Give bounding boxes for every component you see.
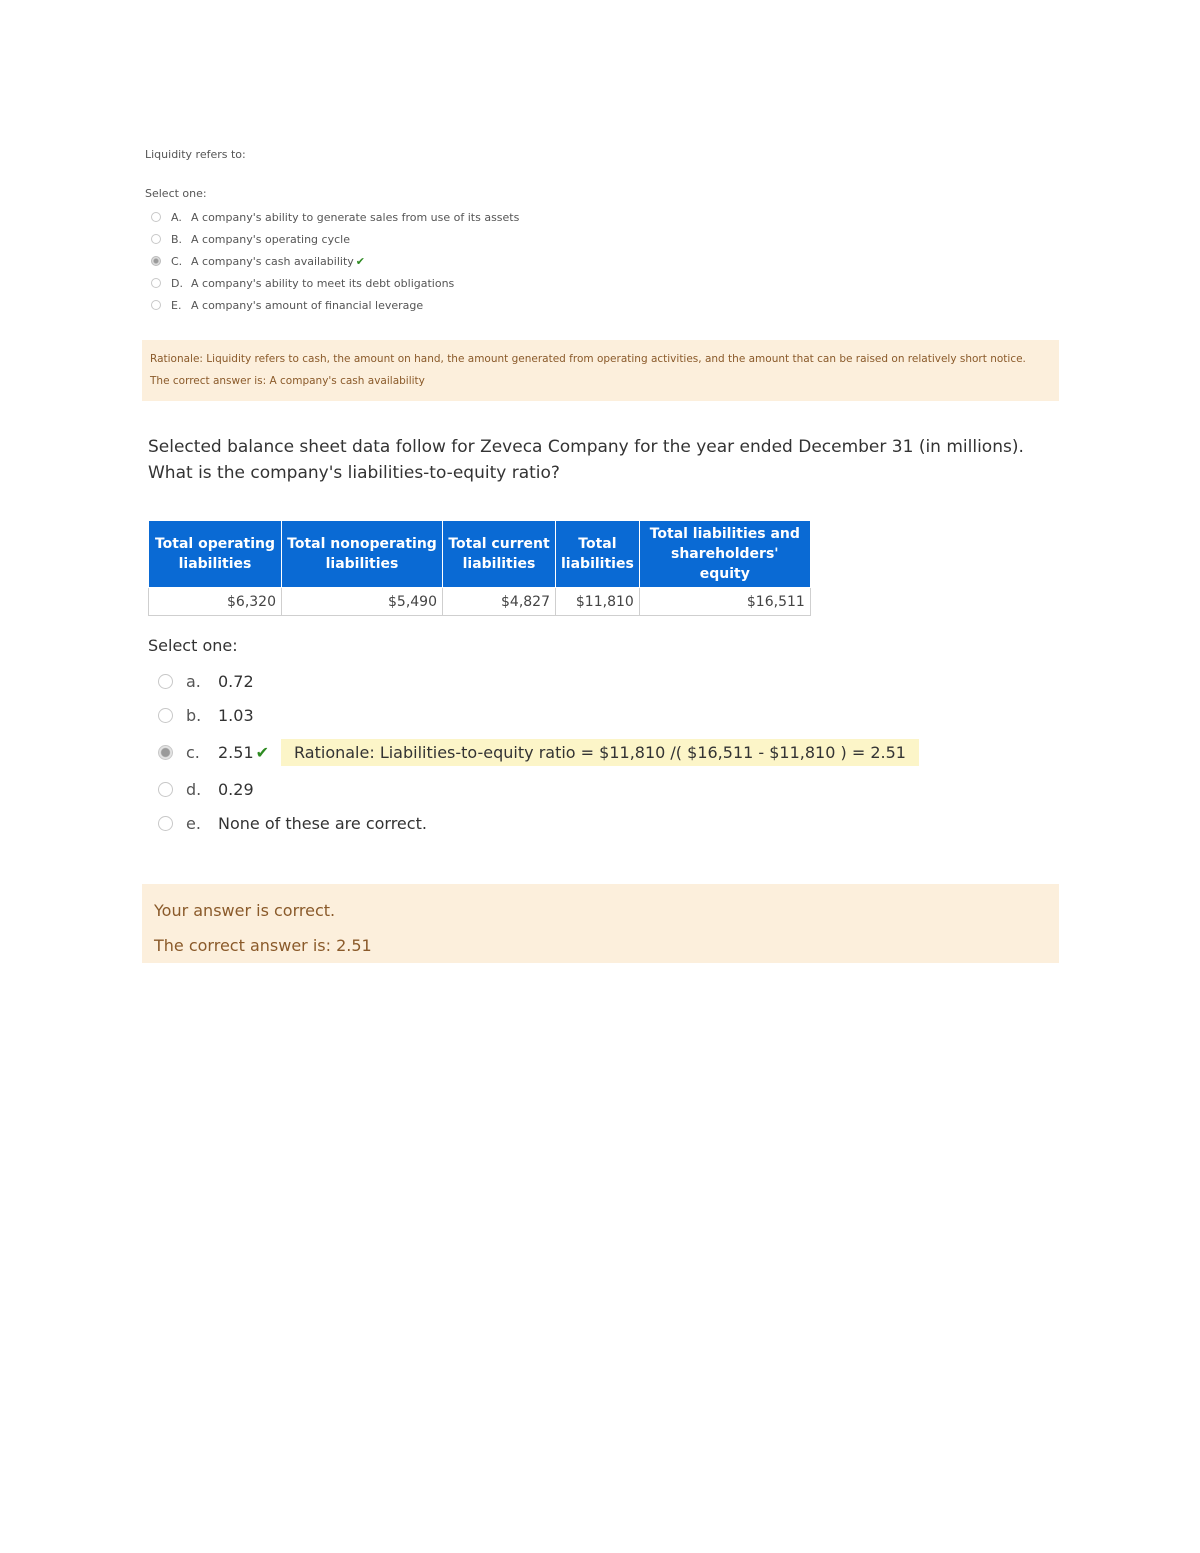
- table-cell: $5,490: [282, 588, 443, 616]
- option-text: A company's operating cycle: [191, 232, 350, 246]
- option-c[interactable]: [158, 732, 1058, 772]
- radio-button-selected[interactable]: [158, 745, 173, 760]
- question-1: [145, 148, 1060, 316]
- option-text: None of these are correct.: [218, 813, 427, 833]
- table-cell: $11,810: [556, 588, 640, 616]
- correct-answer-text: The correct answer is: A company's cash availability: [150, 375, 425, 387]
- option-text: 0.29: [218, 779, 254, 799]
- radio-button[interactable]: [151, 300, 161, 310]
- select-one-label: Select one:: [148, 636, 238, 655]
- option-letter: a.: [186, 671, 201, 691]
- option-letter: e.: [186, 813, 201, 833]
- table-cell: $16,511: [639, 588, 810, 616]
- option-letter: D.: [171, 276, 183, 290]
- option-letter: B.: [171, 232, 183, 246]
- rationale-text: Rationale: Liabilities-to-equity ratio = $11,810 /( $16,511 - $11,810 ) = 2.51: [281, 739, 919, 766]
- option-text: A company's ability to generate sales from use of its assets: [191, 210, 520, 224]
- question-2-text: [148, 434, 1048, 486]
- option-e[interactable]: [158, 806, 1058, 840]
- column-header: Total liabilities and shareholders' equity: [639, 521, 810, 588]
- balance-sheet-table: [148, 520, 811, 616]
- option-text: A company's amount of financial leverage: [191, 298, 424, 312]
- option-a[interactable]: [145, 206, 1060, 228]
- column-header: Total nonoperating liabilities: [282, 521, 443, 588]
- correct-answer-text: The correct answer is: 2.51: [154, 936, 372, 955]
- option-text: 0.72: [218, 671, 254, 691]
- option-letter: A.: [171, 210, 182, 224]
- option-d[interactable]: [145, 272, 1060, 294]
- radio-button[interactable]: [158, 782, 173, 797]
- option-letter: E.: [171, 298, 182, 312]
- radio-button[interactable]: [158, 708, 173, 723]
- option-letter: c.: [186, 742, 200, 762]
- question-1-text: Liquidity refers to:: [145, 148, 246, 161]
- question-line: Selected balance sheet data follow for Zeveca Company for the year ended December 31 (in millions).: [148, 437, 1024, 457]
- question-2-feedback: [142, 884, 1059, 963]
- select-one-label: Select one:: [145, 187, 207, 200]
- option-c[interactable]: [145, 250, 1060, 272]
- option-text: A company's cash availability: [191, 254, 354, 268]
- option-letter: C.: [171, 254, 183, 268]
- radio-button-selected[interactable]: [151, 256, 161, 266]
- column-header: Total current liabilities: [443, 521, 556, 588]
- column-header: Total liabilities: [556, 521, 640, 588]
- option-b[interactable]: [158, 698, 1058, 732]
- option-text: 2.51: [218, 742, 254, 762]
- option-d[interactable]: [158, 772, 1058, 806]
- column-header: Total operating liabilities: [149, 521, 282, 588]
- check-mark-icon: ✔: [255, 742, 270, 762]
- radio-button[interactable]: [151, 212, 161, 222]
- feedback-text: Your answer is correct.: [154, 901, 336, 920]
- radio-button[interactable]: [151, 234, 161, 244]
- radio-button[interactable]: [151, 278, 161, 288]
- rationale-text: Rationale: Liquidity refers to cash, the amount on hand, the amount generated from operating activities, and the amount that can be raised on relatively short notice.: [150, 353, 1026, 365]
- radio-button[interactable]: [158, 674, 173, 689]
- radio-button[interactable]: [158, 816, 173, 831]
- option-e[interactable]: [145, 294, 1060, 316]
- question-2: [148, 434, 1048, 833]
- table-row: [149, 588, 811, 616]
- option-a[interactable]: [158, 664, 1058, 698]
- question-line: What is the company's liabilities-to-equity ratio?: [148, 463, 560, 483]
- option-b[interactable]: [145, 228, 1060, 250]
- question-1-feedback: [142, 340, 1059, 401]
- check-mark-icon: ✔: [355, 254, 365, 268]
- option-text: 1.03: [218, 705, 254, 725]
- table-cell: $4,827: [443, 588, 556, 616]
- table-header-row: [149, 521, 811, 588]
- table-cell: $6,320: [149, 588, 282, 616]
- option-letter: b.: [186, 705, 202, 725]
- answer-options: [158, 664, 1058, 840]
- option-letter: d.: [186, 779, 202, 799]
- option-text: A company's ability to meet its debt obligations: [191, 276, 455, 290]
